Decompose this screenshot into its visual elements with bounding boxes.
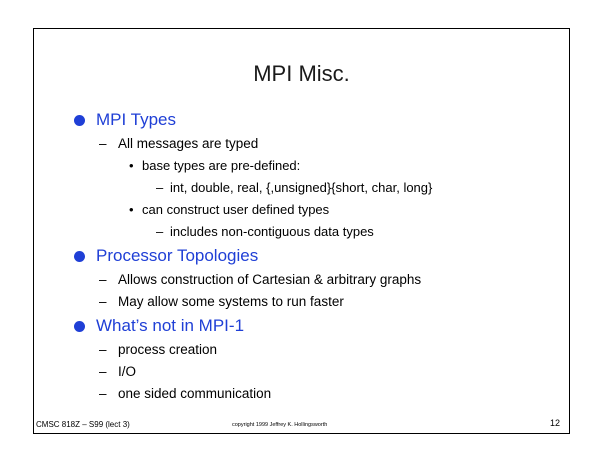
list-item-text: process creation	[118, 342, 218, 357]
list-item	[74, 339, 544, 361]
list-item	[74, 133, 544, 155]
list-item-text: includes non-contiguous data types	[170, 224, 374, 239]
section-heading-label: What’s not in MPI-1	[96, 316, 245, 335]
list-item-text: May allow some systems to run faster	[118, 294, 344, 309]
list-item	[74, 291, 544, 313]
dash-icon: –	[99, 342, 107, 357]
list-item	[74, 155, 544, 177]
list-item-text: All messages are typed	[118, 136, 259, 151]
dash-icon: –	[99, 294, 107, 309]
list-item	[74, 221, 544, 243]
footer-copyright: copyright 1999 Jeffrey K. Hollingsworth	[232, 422, 328, 428]
section-heading-label: MPI Types	[96, 110, 176, 129]
bullet-dot-icon	[74, 251, 85, 262]
list-item	[74, 269, 544, 291]
list-item	[74, 383, 544, 405]
footer-course-label: CMSC 818Z – S99 (lect 3)	[36, 420, 130, 429]
dash-icon: –	[99, 386, 107, 401]
list-item	[74, 361, 544, 383]
list-item-text: int, double, real, {,unsigned}{short, char, long}	[170, 180, 433, 195]
dash-icon: –	[156, 180, 164, 195]
list-item-text: base types are pre-defined:	[142, 158, 301, 173]
section-heading-whats-not-in-mpi1	[74, 313, 544, 339]
section-heading-label: Processor Topologies	[96, 246, 259, 265]
dash-icon: –	[99, 364, 107, 379]
dash-icon: –	[99, 272, 107, 287]
footer-page-number: 12	[549, 418, 560, 428]
slide-frame	[33, 28, 570, 434]
section-heading-processor-topologies	[74, 243, 544, 269]
slide-content	[74, 107, 544, 405]
dash-icon: –	[99, 136, 107, 151]
list-item	[74, 199, 544, 221]
list-item-text: I/O	[118, 364, 137, 379]
list-item-text: can construct user defined types	[142, 202, 330, 217]
list-item-text: one sided communication	[118, 386, 272, 401]
dash-icon: –	[156, 224, 164, 239]
slide-title: MPI Misc.	[253, 61, 350, 86]
bullet-dot-icon	[74, 115, 85, 126]
list-item-text: Allows construction of Cartesian & arbitrary graphs	[118, 272, 422, 287]
small-bullet-icon: •	[129, 158, 134, 173]
list-item	[74, 177, 544, 199]
bullet-dot-icon	[74, 321, 85, 332]
section-heading-mpi-types	[74, 107, 544, 133]
small-bullet-icon: •	[129, 202, 134, 217]
